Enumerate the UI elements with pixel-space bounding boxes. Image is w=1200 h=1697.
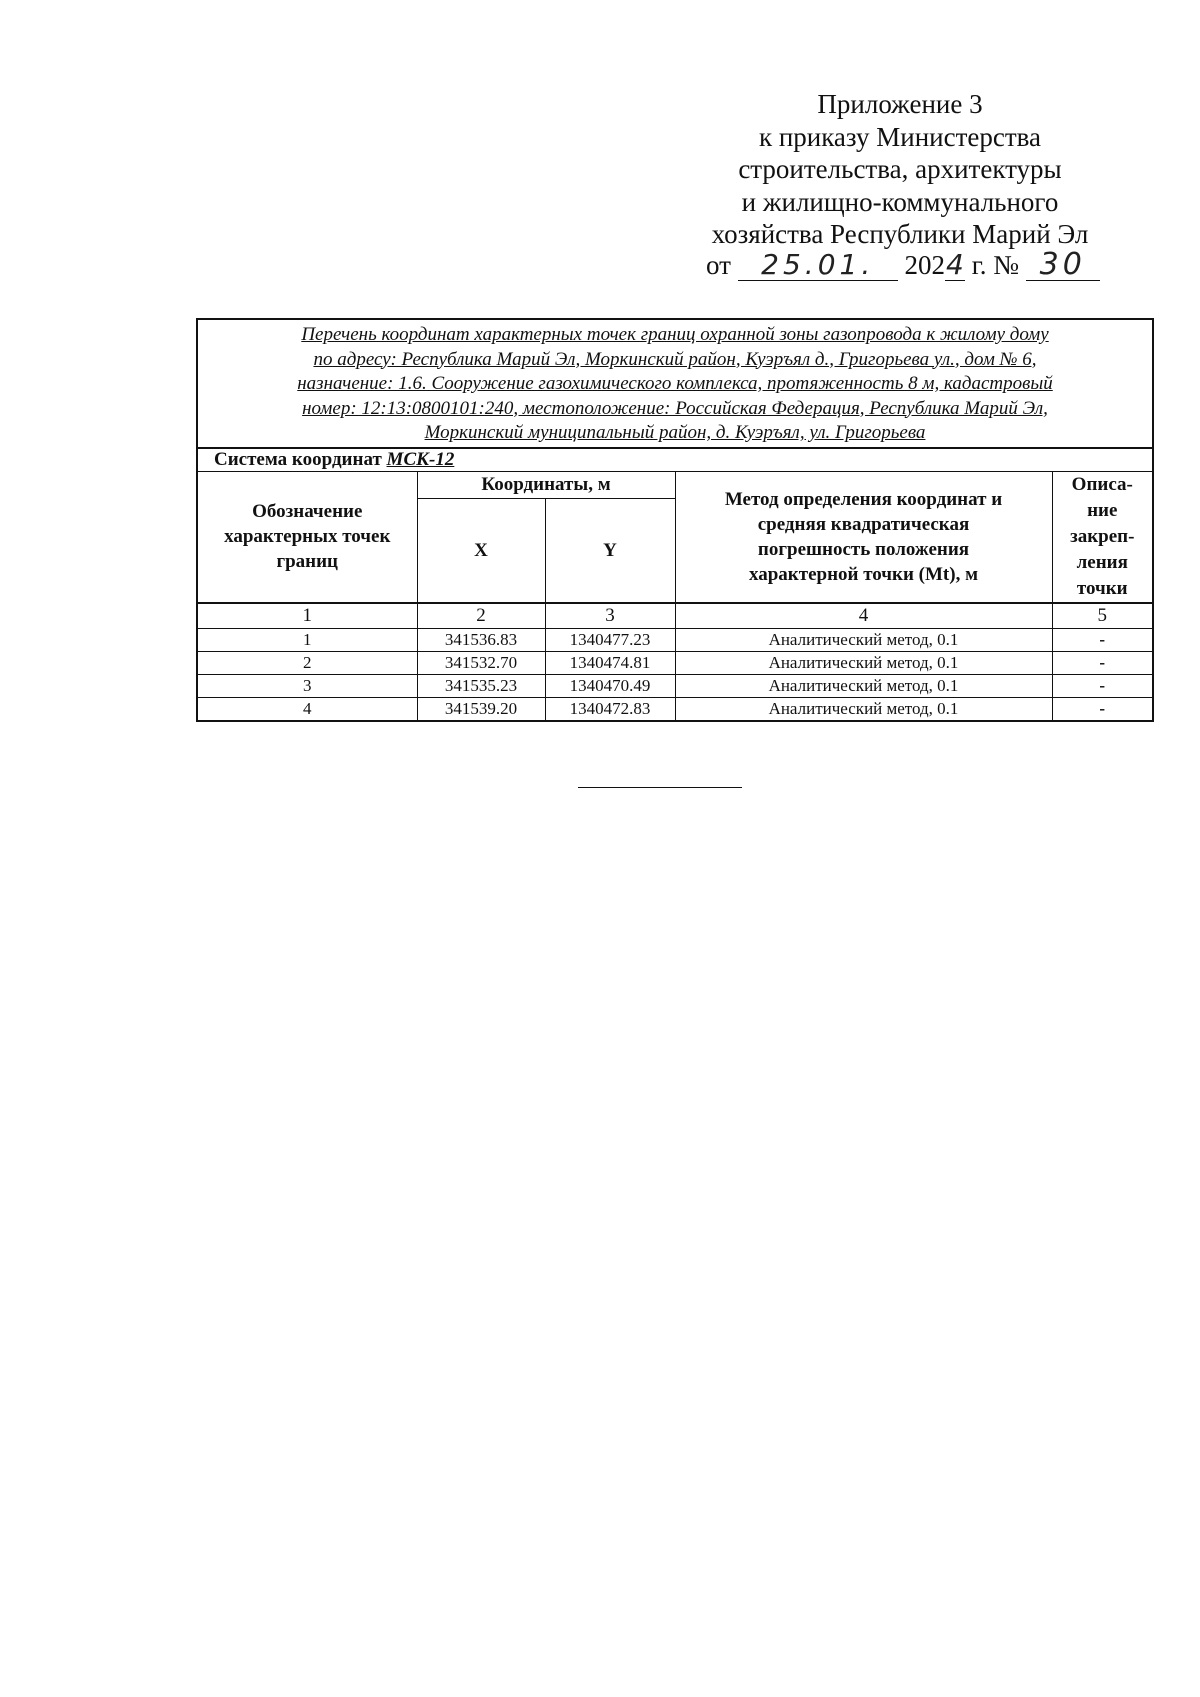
header-text-line: границ: [276, 551, 339, 572]
table-row: [197, 674, 1153, 697]
header-line: хозяйства Республики Марий Эл: [711, 219, 1089, 249]
cell-y: 1340477.23: [545, 628, 675, 651]
table-title: [197, 319, 1153, 448]
table-title-line: номер: 12:13:0800101:240, местоположение: Российская Федерация, Республика Марий Эл,: [302, 397, 1048, 419]
table-row: [197, 697, 1153, 721]
end-of-document-rule: [578, 787, 742, 788]
header-line: строительства, архитектуры: [738, 154, 1062, 184]
table-row: [197, 651, 1153, 674]
column-number: 5: [1052, 603, 1153, 629]
cell-point: 4: [197, 697, 417, 721]
cell-method: Аналитический метод, 0.1: [675, 628, 1052, 651]
header-text-line: погрешность положения: [757, 538, 970, 560]
order-date-number-line: [706, 247, 1100, 282]
header-text-line: характерных точек: [224, 526, 391, 547]
cell-point: 3: [197, 674, 417, 697]
header-text-line: ления: [1076, 551, 1128, 573]
order-from-label: от: [706, 250, 731, 280]
coordinate-system-code: МСК-12: [386, 448, 455, 470]
cell-description: -: [1052, 697, 1153, 721]
coordinates-table: [196, 318, 1154, 722]
column-number-row: [197, 603, 1153, 629]
cell-description: -: [1052, 628, 1153, 651]
header-text-line: Обозначение: [252, 501, 363, 522]
header-description: [1052, 471, 1153, 603]
header-text-line: закреп-: [1070, 525, 1135, 547]
header-x: X: [417, 499, 545, 603]
cell-description: -: [1052, 651, 1153, 674]
header-method: [675, 471, 1052, 603]
cell-method: Аналитический метод, 0.1: [675, 651, 1052, 674]
cell-point: 1: [197, 628, 417, 651]
coordinate-system: [197, 448, 1153, 472]
cell-y: 1340470.49: [545, 674, 675, 697]
cell-method: Аналитический метод, 0.1: [675, 697, 1052, 721]
cell-x: 341535.23: [417, 674, 545, 697]
cell-y: 1340472.83: [545, 697, 675, 721]
order-year-prefix: 202: [904, 250, 945, 280]
header-line: и жилищно-коммунального: [741, 186, 1059, 217]
column-number: 2: [417, 603, 545, 629]
header-text-line: точки: [1076, 577, 1128, 599]
table-title-line: назначение: 1.6. Сооружение газохимического комплекса, протяженность 8 м, кадастровый: [297, 373, 1053, 394]
order-number-handwritten: 30: [1026, 250, 1100, 281]
column-number: 1: [197, 603, 417, 629]
header-line: к приказу Министерства: [758, 121, 1042, 152]
coordinate-system-row: [197, 448, 1153, 472]
cell-method: Аналитический метод, 0.1: [675, 674, 1052, 697]
coordinate-system-label: Система координат: [214, 448, 382, 470]
table-title-line: по адресу: Республика Марий Эл, Моркинский район, Куэръял д., Григорьева ул., дом № 6,: [313, 348, 1037, 370]
cell-x: 341539.20: [417, 697, 545, 721]
header-text-line: ние: [1087, 499, 1118, 521]
cell-point: 2: [197, 651, 417, 674]
header-row: [197, 471, 1153, 499]
header-point-designation: [197, 471, 417, 603]
column-number: 3: [545, 603, 675, 629]
cell-x: 341536.83: [417, 628, 545, 651]
header-text-line: средняя квадратическая: [757, 513, 970, 535]
header-coordinates: Координаты, м: [417, 471, 675, 499]
header-y: Y: [545, 499, 675, 603]
header-text-line: характерной точки (Mt), м: [748, 563, 979, 585]
document-header: [680, 88, 1120, 251]
header-text-line: Описа-: [1071, 473, 1133, 495]
cell-description: -: [1052, 674, 1153, 697]
table-title-line: Моркинский муниципальный район, д. Куэръял, ул. Григорьева: [424, 422, 926, 443]
cell-y: 1340474.81: [545, 651, 675, 674]
cell-x: 341532.70: [417, 651, 545, 674]
column-number: 4: [675, 603, 1052, 629]
order-number-label: г. №: [971, 250, 1019, 280]
order-date-handwritten: 25.01.: [738, 250, 898, 281]
header-line: Приложение 3: [817, 89, 983, 119]
table-title-line: Перечень координат характерных точек границ охранной зоны газопровода к жилому дому: [301, 324, 1049, 345]
table-title-row: [197, 319, 1153, 448]
header-text-line: Метод определения координат и: [724, 488, 1003, 510]
table-row: [197, 628, 1153, 651]
order-year-handwritten: 4: [946, 248, 964, 281]
